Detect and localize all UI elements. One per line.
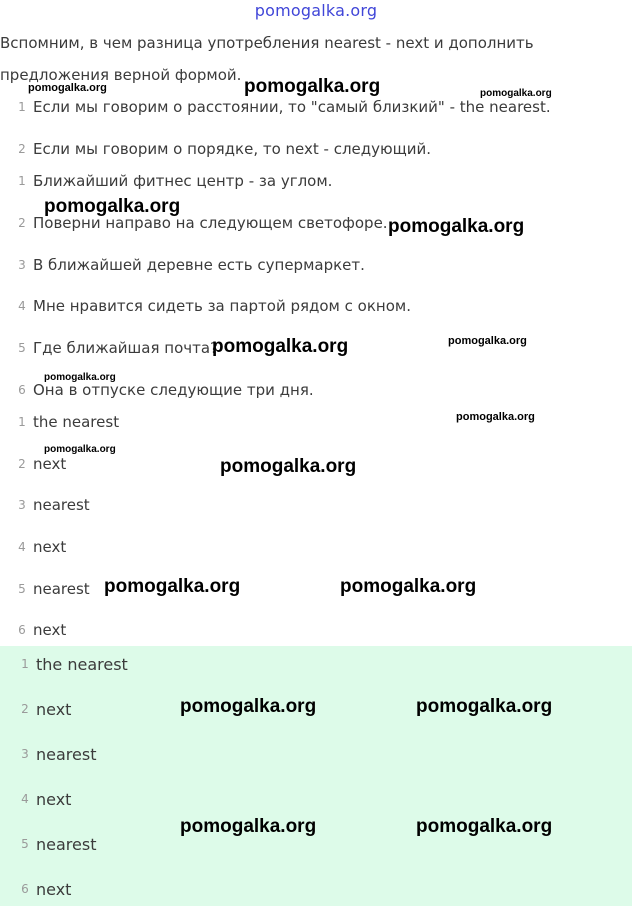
item-number: 2 (18, 216, 26, 230)
watermark: pomogalka.org (388, 216, 525, 237)
item-number: 5 (18, 582, 26, 596)
item-text: nearest (33, 496, 90, 514)
item-text: Она в отпуске следующие три дня. (33, 381, 314, 399)
intro-text: Вспомним, в чем разница употребления nearest - next и дополнить предложения верной формой. (0, 34, 534, 84)
item-text: Если мы говорим о порядке, то next - следующий. (33, 140, 432, 158)
sentence-item (0, 291, 632, 321)
item-text: next (36, 699, 72, 719)
watermark: pomogalka.org (448, 335, 527, 347)
item-text: next (33, 455, 67, 473)
item-text: next (36, 789, 72, 809)
item-number: 3 (18, 258, 26, 272)
watermark: pomogalka.org (28, 82, 107, 94)
item-number: 5 (18, 341, 26, 355)
answer-item (0, 407, 632, 437)
item-text: the nearest (36, 654, 128, 674)
item-text: Ближайший фитнес центр - за углом. (33, 172, 333, 190)
answer-item (0, 574, 632, 604)
watermark: pomogalka.org (340, 576, 477, 597)
item-number: 2 (18, 457, 26, 471)
watermark: pomogalka.org (244, 76, 381, 97)
answer-item (0, 532, 632, 562)
highlighted-answer-item (0, 874, 632, 904)
item-number: 2 (21, 702, 29, 716)
highlighted-answer-item (0, 739, 632, 769)
highlighted-answer-item (0, 784, 632, 814)
answer-item (0, 615, 632, 645)
sentence-item (0, 250, 632, 280)
watermark: pomogalka.org (416, 816, 553, 837)
item-number: 3 (21, 747, 29, 761)
item-text: nearest (36, 744, 97, 764)
item-text: next (33, 621, 67, 639)
item-text: nearest (33, 580, 90, 598)
watermark: pomogalka.org (212, 336, 349, 357)
watermark: pomogalka.org (416, 696, 553, 717)
watermark: pomogalka.org (44, 196, 181, 217)
item-number: 4 (18, 299, 26, 313)
item-text: В ближайшей деревне есть супермаркет. (33, 256, 365, 274)
item-text: Мне нравится сидеть за партой рядом с окном. (33, 297, 411, 315)
watermark: pomogalka.org (220, 456, 357, 477)
item-number: 1 (18, 415, 26, 429)
item-text: nearest (36, 834, 97, 854)
item-number: 4 (21, 792, 29, 806)
answer-panel (0, 646, 632, 906)
item-text: Поверни направо на следующем светофоре. (33, 214, 388, 232)
item-number: 1 (21, 657, 29, 671)
item-text: Где ближайшая почта? (33, 339, 219, 357)
sentence-item (0, 166, 632, 196)
item-number: 5 (21, 837, 29, 851)
watermark: pomogalka.org (180, 816, 317, 837)
item-number: 2 (18, 142, 26, 156)
answer-item (0, 490, 632, 520)
watermark: pomogalka.org (180, 696, 317, 717)
item-number: 1 (18, 174, 26, 188)
watermark: pomogalka.org (44, 372, 116, 383)
rule-item (0, 134, 632, 164)
watermark: pomogalka.org (480, 88, 552, 99)
item-number: 6 (18, 623, 26, 637)
item-number: 6 (18, 383, 26, 397)
site-title[interactable]: pomogalka.org (254, 1, 378, 20)
highlighted-answer-item (0, 649, 632, 679)
item-number: 6 (21, 882, 29, 896)
watermark: pomogalka.org (456, 411, 535, 423)
item-number: 1 (18, 100, 26, 114)
item-text: the nearest (33, 413, 120, 431)
item-number: 3 (18, 498, 26, 512)
item-number: 4 (18, 540, 26, 554)
item-text: next (36, 879, 72, 899)
watermark: pomogalka.org (104, 576, 241, 597)
watermark: pomogalka.org (44, 444, 116, 455)
item-text: next (33, 538, 67, 556)
item-text: Если мы говорим о расстоянии, то "самый близкий" - the nearest. (33, 98, 551, 116)
